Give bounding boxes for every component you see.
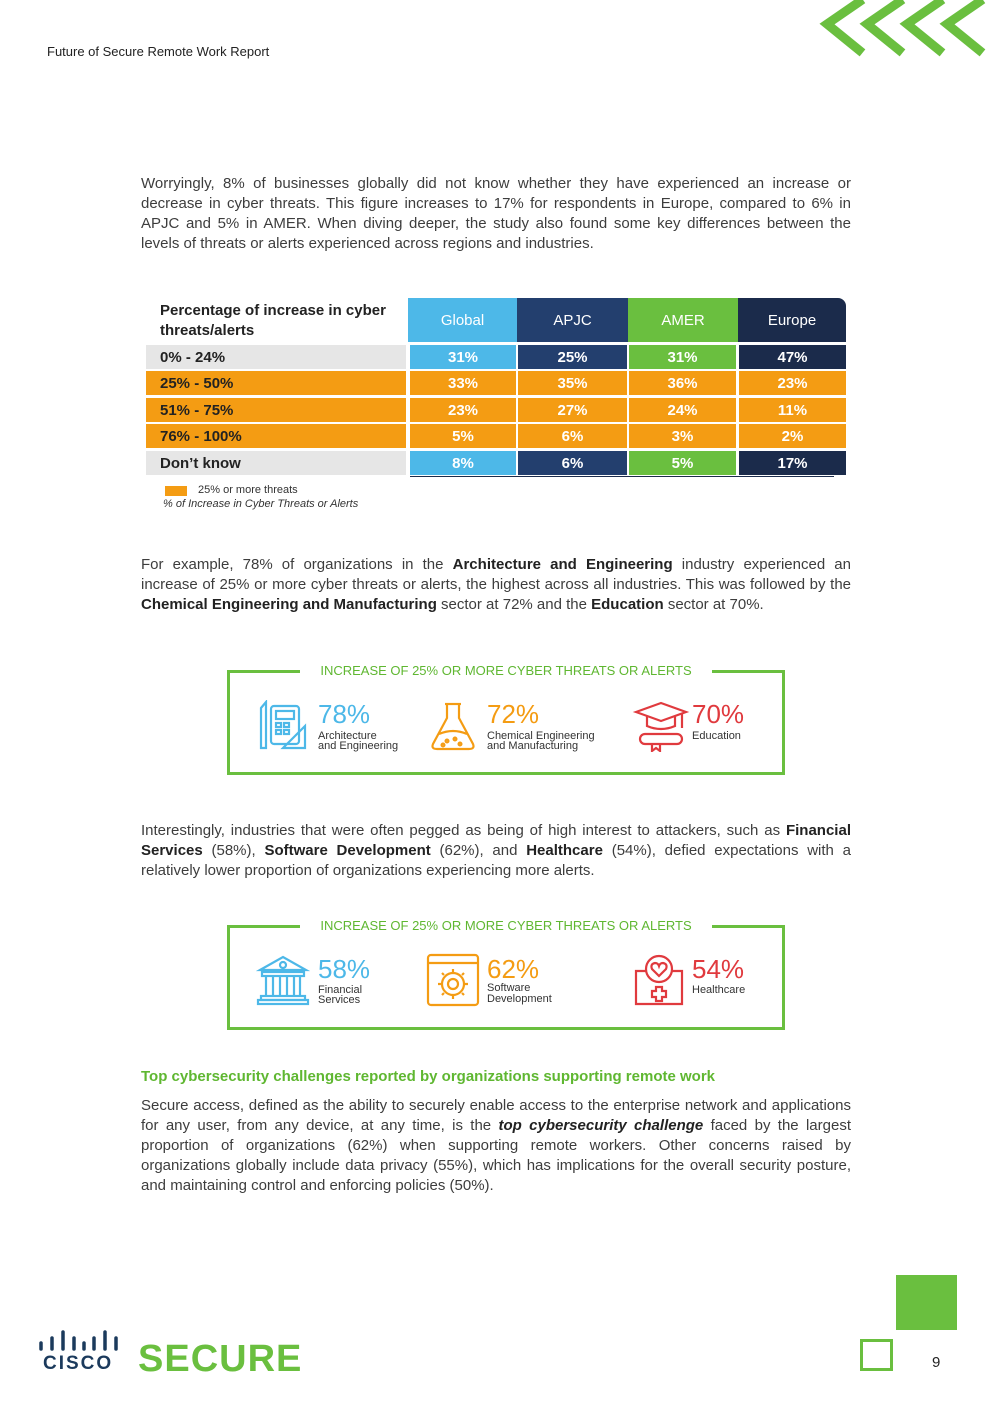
cisco-logo-icon xyxy=(38,1330,120,1352)
stat-label: Education xyxy=(692,730,741,742)
stat-label: Services xyxy=(318,994,361,1006)
page-number: 9 xyxy=(932,1354,941,1371)
table-cell: 47% xyxy=(739,345,846,369)
table-row-label: 25% - 50% xyxy=(146,371,406,395)
column-header-apjc: APJC xyxy=(517,298,628,342)
table-cell: 23% xyxy=(410,398,516,422)
table-row-label: 0% - 24% xyxy=(146,345,406,369)
chevron-decoration-icon xyxy=(807,0,992,60)
expectations-paragraph: Interestingly, industries that were often pegged as being of high interest to attackers, such as Financial Services (58%), Software Development (62%), and Healthcare (54%), defied expectations with a relatively lower proportion of organizations experiencing more alerts. xyxy=(141,822,852,879)
table-cell: 36% xyxy=(629,371,736,395)
secure-wordmark: SECURE xyxy=(138,1338,303,1380)
callout-title: INCREASE OF 25% OR MORE CYBER THREATS OR ALERTS xyxy=(300,663,712,678)
table-cell: 24% xyxy=(629,398,736,422)
decorative-green-square xyxy=(896,1275,957,1330)
stat-label: Healthcare xyxy=(692,984,746,996)
bank-icon xyxy=(256,954,310,1006)
column-header-amer: AMER xyxy=(628,298,738,342)
stat-label: Architecture xyxy=(318,730,377,742)
table-cell: 6% xyxy=(518,451,627,475)
industry-paragraph: For example, 78% of organizations in the Architecture and Engineering industry experienced an increase of 25% or more cyber threats or alerts, the highest across all industries. This was followed by the Chemical Engineering and Manufacturing sector at 72% and the Education sector at 70%. xyxy=(141,556,851,613)
table-cell: 3% xyxy=(629,424,736,448)
table-cell: 35% xyxy=(518,371,627,395)
table-row-label: 51% - 75% xyxy=(146,398,406,422)
stat-label: and Manufacturing xyxy=(487,740,579,752)
stat-value: 72% xyxy=(487,699,540,729)
table-cell: 33% xyxy=(410,371,516,395)
stat-value: 58% xyxy=(318,954,371,984)
table-cell: 23% xyxy=(739,371,846,395)
table-cell: 6% xyxy=(518,424,627,448)
stat-value: 78% xyxy=(318,699,371,729)
stat-label: Chemical Engineering xyxy=(487,730,595,742)
stat-value: 62% xyxy=(487,954,540,984)
stat-label: and Engineering xyxy=(318,740,399,752)
table-cell: 27% xyxy=(518,398,627,422)
table-bottom-rule xyxy=(410,476,834,477)
table-cell: 5% xyxy=(629,451,736,475)
table-cell: 8% xyxy=(410,451,516,475)
table-row-label: Don’t know xyxy=(146,451,406,475)
column-header-europe: Europe xyxy=(738,298,846,342)
table-cell: 17% xyxy=(739,451,846,475)
callout-title: INCREASE OF 25% OR MORE CYBER THREATS OR ALERTS xyxy=(300,918,712,933)
stat-label: Development xyxy=(487,993,552,1005)
flask-icon xyxy=(427,700,479,752)
table-cell: 25% xyxy=(518,345,627,369)
section-heading: Top cybersecurity challenges reported by organizations supporting remote work xyxy=(141,1068,716,1085)
stat-label: Financial xyxy=(318,984,363,996)
table-cell: 31% xyxy=(629,345,736,369)
legend-swatch xyxy=(165,486,187,496)
graduation-cap-icon xyxy=(632,700,690,752)
column-header-global: Global xyxy=(408,298,517,342)
table-row-label: 76% - 100% xyxy=(146,424,406,448)
software-gear-icon xyxy=(426,953,480,1007)
table-cell: 11% xyxy=(739,398,846,422)
legend-label: 25% or more threats xyxy=(198,484,298,496)
table-cell: 2% xyxy=(739,424,846,448)
stat-value: 70% xyxy=(692,699,745,729)
drafting-tools-icon xyxy=(257,700,309,752)
table-cell: 5% xyxy=(410,424,516,448)
medical-kit-icon xyxy=(632,953,686,1007)
report-title: Future of Secure Remote Work Report xyxy=(47,44,270,59)
cisco-wordmark: CISCO xyxy=(43,1353,114,1374)
intro-paragraph: Worryingly, 8% of businesses globally did not know whether they have experienced an increase or decrease in cyber threats. This figure increases to 17% for respondents in Europe, compared to 6% in APJC and 5% in AMER. When diving deeper, the study also found some key differences between the levels of threats or alerts experienced across regions and industries. xyxy=(141,175,851,252)
table-caption: % of Increase in Cyber Threats or Alerts xyxy=(163,498,359,510)
challenges-paragraph: Secure access, defined as the ability to securely enable access to the enterprise network and applications for any user, from any device, at any time, is the top cybersecurity challenge faced by the largest proportion of organizations (62%) when supporting remote workers. Other concerns raised by organizations globally include data privacy (55%), which has implications for the overall security posture, and maintaining control and enforcing policies (50%). xyxy=(141,1097,851,1194)
stat-value: 54% xyxy=(692,954,745,984)
decorative-outline-square xyxy=(860,1339,893,1371)
stat-label: Software xyxy=(487,982,531,994)
table-header-label: Percentage of increase in cyber threats/alerts xyxy=(160,302,386,339)
table-cell: 31% xyxy=(410,345,516,369)
